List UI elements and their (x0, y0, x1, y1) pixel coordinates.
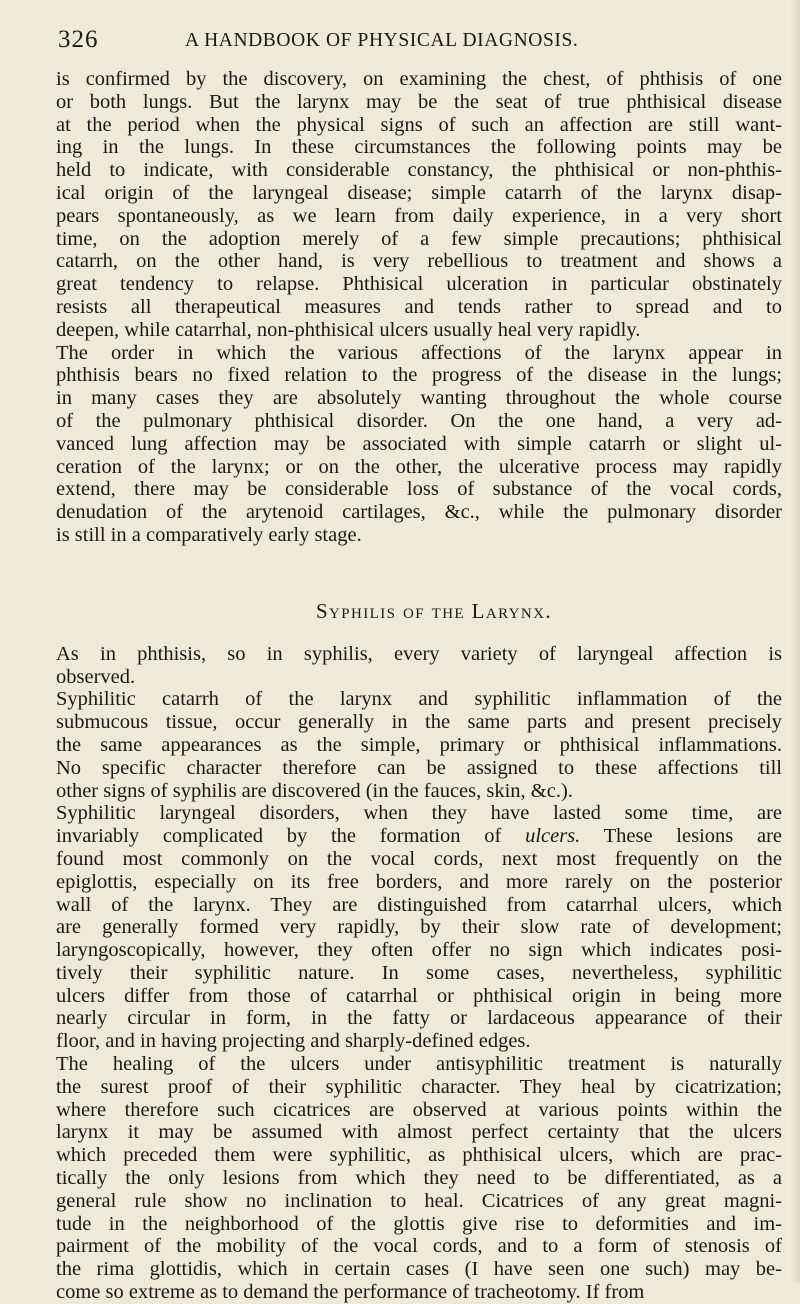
heading-spacer (56, 623, 782, 643)
text-segment: invariably complicated by the formation of (56, 825, 526, 848)
text-line: the surest proof of their syphilitic character. They heal by cicatrization; (56, 1075, 782, 1098)
italic-term: ulcers. (525, 825, 581, 848)
text-line: in many cases they are absolutely wanting throughout the whole course (56, 387, 782, 410)
text-line: ical origin of the laryngeal disease; simple catarrh of the larynx disap- (56, 181, 782, 204)
text-line: is confirmed by the discovery, on examining the chest, of phthisis of one (56, 68, 782, 90)
text-line: deepen, while catarrhal, non-phthisical ulcers usually heal very rapidly. (56, 318, 641, 341)
paragraph-4 (56, 688, 782, 802)
text-line: extend, there may be considerable loss of substance of the vocal cords, (56, 478, 782, 501)
text-line: other signs of syphilis are discovered (in the fauces, skin, &c.). (56, 779, 573, 802)
text-line: No specific character therefore can be assigned to these affections till (56, 756, 782, 779)
paragraph-1 (56, 68, 782, 342)
text-line: Syphilitic laryngeal disorders, when they have lasted some time, are (56, 802, 782, 825)
page-edge-shadow (790, 0, 800, 1283)
text-line: held to indicate, with considerable constancy, the phthisical or non-phthis- (56, 159, 782, 182)
running-title: A HANDBOOK OF PHYSICAL DIAGNOSIS. (185, 30, 579, 51)
text-line: larynx it may be assumed with almost perfect certainty that the ulcers (56, 1121, 782, 1144)
text-line: vanced lung affection may be associated with simple catarrh or slight ul- (56, 432, 782, 455)
text-line: tively their syphilitic nature. In some cases, nevertheless, syphilitic (56, 961, 782, 984)
text-line: great tendency to relapse. Phthisical ulceration in particular obstinately (56, 273, 782, 296)
text-line: the same appearances as the simple, primary or phthisical inflammations. (56, 733, 782, 756)
text-line: is still in a comparatively early stage. (56, 523, 362, 546)
text-line: general rule show no inclination to heal. Cicatrices of any great magni- (56, 1189, 782, 1212)
text-line: floor, and in having projecting and sharply-defined edges. (56, 1030, 531, 1053)
text-line: nearly circular in form, in the fatty or lardaceous appearance of their (56, 1007, 782, 1030)
text-line: observed. (56, 665, 136, 688)
section-heading: Syphilis of the Larynx. (315, 598, 553, 623)
text-line: come so extreme as to demand the performance of tracheotomy. If from (56, 1281, 645, 1304)
text-line: denudation of the arytenoid cartilages, &c., while the pulmonary disorder (56, 501, 782, 524)
text-line: pears spontaneously, as we learn from daily experience, in a very short (56, 204, 782, 227)
text-line: The healing of the ulcers under antisyphilitic treatment is naturally (56, 1053, 782, 1076)
heading-spacer (56, 547, 782, 599)
text-segment: These lesions are (580, 825, 782, 848)
paragraph-5 (56, 802, 782, 1053)
text-line: The order in which the various affections of the larynx appear in (56, 341, 782, 364)
text-line: ing in the lungs. In these circumstances the following points may be (56, 136, 782, 159)
text-line: wall of the larynx. They are distinguished from catarrhal ulcers, which (56, 893, 782, 916)
text-line: of the pulmonary phthisical disorder. On the one hand, a very ad- (56, 409, 782, 432)
text-line: Syphilitic catarrh of the larynx and syphilitic inflammation of the (56, 688, 782, 711)
paragraph-6 (56, 1053, 782, 1304)
text-line: ceration of the larynx; or on the other, the ulcerative process may rapidly (56, 455, 782, 478)
text-line: submucous tissue, occur generally in the same parts and present precisely (56, 711, 782, 734)
text-line: the rima glottidis, which in certain cases (I have seen one such) may be- (56, 1258, 782, 1281)
text-line: pairment of the mobility of the vocal cords, and to a form of stenosis of (56, 1235, 782, 1258)
text-line: or both lungs. But the larynx may be the seat of true phthisical disease (56, 90, 782, 113)
text-line: catarrh, on the other hand, is very rebellious to treatment and shows a (56, 250, 782, 273)
paragraph-3 (56, 643, 782, 689)
text-line-with-italic (56, 825, 782, 848)
text-line: at the period when the physical signs of such an affection are still want- (56, 113, 782, 136)
text-line: time, on the adoption merely of a few simple precautions; phthisical (56, 227, 782, 250)
page-number: 326 (58, 26, 99, 53)
text-line: laryngoscopically, however, they often offer no sign which indicates posi- (56, 939, 782, 962)
text-line: are generally formed very rapidly, by their slow rate of development; (56, 916, 782, 939)
body-text (56, 68, 782, 1304)
running-head (58, 26, 760, 56)
text-line: ulcers differ from those of catarrhal or phthisical origin in being more (56, 984, 782, 1007)
paragraph-2 (56, 342, 782, 547)
text-line: where therefore such cicatrices are observed at various points within the (56, 1098, 782, 1121)
text-line: tically the only lesions from which they need to be differentiated, as a (56, 1167, 782, 1190)
text-line: which preceded them were syphilitic, as phthisical ulcers, which are prac- (56, 1144, 782, 1167)
text-line: As in phthisis, so in syphilis, every variety of laryngeal affection is (56, 642, 782, 665)
text-line: resists all therapeutical measures and tends rather to spread and to (56, 295, 782, 318)
text-line: epiglottis, especially on its free borders, and more rarely on the posterior (56, 870, 782, 893)
text-line: tude in the neighborhood of the glottis give rise to deformities and im- (56, 1212, 782, 1235)
text-line: phthisis bears no fixed relation to the progress of the disease in the lungs; (56, 364, 782, 387)
text-line: found most commonly on the vocal cords, next most frequently on the (56, 847, 782, 870)
